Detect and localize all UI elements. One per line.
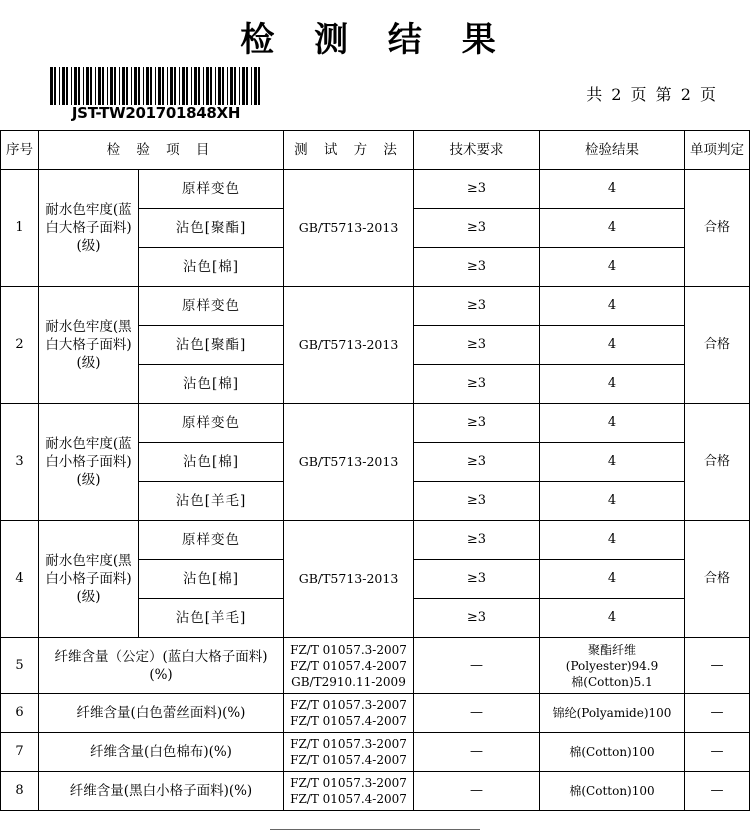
judgment: 合格 (685, 521, 750, 638)
method-line: FZ/T 01057.4-2007 (290, 658, 407, 673)
sub-item: 沾色[羊毛] (139, 482, 284, 521)
header-result: 检验结果 (540, 131, 685, 170)
requirement: — (414, 772, 540, 811)
sub-item: 原样变色 (139, 521, 284, 560)
sub-item: 原样变色 (139, 170, 284, 209)
result (540, 772, 685, 811)
requirement: ≥3 (414, 209, 540, 248)
test-item: 纤维含量(白色蕾丝面料)(%) (39, 694, 284, 733)
result: 4 (540, 521, 685, 560)
requirement: ≥3 (414, 365, 540, 404)
result: 4 (540, 209, 685, 248)
test-method: GB/T5713-2013 (284, 170, 414, 287)
table-row (1, 521, 750, 560)
row-number: 1 (1, 170, 39, 287)
requirement: ≥3 (414, 482, 540, 521)
requirement: ≥3 (414, 599, 540, 638)
result-line: 锦纶(Polyamide)100 (552, 706, 672, 720)
result-line: 棉(Cotton)5.1 (571, 674, 653, 689)
judgment: — (685, 694, 750, 733)
sub-item: 沾色[棉] (139, 443, 284, 482)
page-number: 共 2 页 第 2 页 (586, 85, 718, 104)
row-number: 8 (1, 772, 39, 811)
test-method: GB/T5713-2013 (284, 521, 414, 638)
method-line: FZ/T 01057.3-2007 (290, 698, 407, 712)
test-item: 纤维含量(黑白小格子面料)(%) (39, 772, 284, 811)
judgment: — (685, 772, 750, 811)
requirement: ≥3 (414, 287, 540, 326)
row-number: 3 (1, 404, 39, 521)
header-no: 序号 (1, 131, 39, 170)
row-number: 4 (1, 521, 39, 638)
result (540, 733, 685, 772)
judgment: — (685, 733, 750, 772)
table-header (1, 131, 750, 170)
test-item: 纤维含量(白色棉布)(%) (39, 733, 284, 772)
test-method (284, 694, 414, 733)
result (540, 694, 685, 733)
result: 4 (540, 326, 685, 365)
method-line: GB/T2910.11-2009 (291, 674, 406, 689)
method-line: FZ/T 01057.4-2007 (290, 753, 407, 767)
header-method: 测 试 方 法 (284, 131, 414, 170)
requirement: ≥3 (414, 404, 540, 443)
test-item: 耐水色牢度(蓝白小格子面料)(级) (39, 404, 139, 521)
sub-item: 沾色[聚酯] (139, 326, 284, 365)
result: 4 (540, 170, 685, 209)
sub-item: 沾色[棉] (139, 248, 284, 287)
footer-divider (270, 829, 480, 830)
table-row (1, 694, 750, 733)
requirement: — (414, 733, 540, 772)
judgment: 合格 (685, 170, 750, 287)
method-line: FZ/T 01057.3-2007 (290, 737, 407, 751)
requirement: — (414, 638, 540, 694)
sub-item: 沾色[棉] (139, 365, 284, 404)
row-number: 2 (1, 287, 39, 404)
table-row (1, 170, 750, 209)
test-item: 耐水色牢度(黑白大格子面料)(级) (39, 287, 139, 404)
result: 4 (540, 599, 685, 638)
result: 4 (540, 404, 685, 443)
test-method: GB/T5713-2013 (284, 404, 414, 521)
table-row (1, 404, 750, 443)
sub-item: 沾色[棉] (139, 560, 284, 599)
header-item: 检 验 项 目 (39, 131, 284, 170)
method-line: FZ/T 01057.3-2007 (290, 642, 407, 657)
requirement: ≥3 (414, 560, 540, 599)
test-method (284, 772, 414, 811)
page-title: 检 测 结 果 (240, 20, 510, 60)
result: 4 (540, 482, 685, 521)
barcode-icon (50, 67, 262, 105)
sub-item: 沾色[羊毛] (139, 599, 284, 638)
results-table (0, 130, 750, 811)
test-method (284, 638, 414, 694)
result: 4 (540, 248, 685, 287)
header-judgment: 单项判定 (685, 131, 750, 170)
test-item: 纤维含量（公定）(蓝白大格子面料)(%) (39, 638, 284, 694)
requirement: — (414, 694, 540, 733)
test-method: GB/T5713-2013 (284, 287, 414, 404)
result-line: 棉(Cotton)100 (569, 745, 655, 759)
result: 4 (540, 287, 685, 326)
requirement: ≥3 (414, 521, 540, 560)
result-line: 聚酯纤维 (587, 642, 636, 657)
result-line: (Polyester)94.9 (565, 658, 659, 673)
judgment: 合格 (685, 404, 750, 521)
requirement: ≥3 (414, 170, 540, 209)
method-line: FZ/T 01057.4-2007 (290, 792, 407, 806)
sub-item: 沾色[聚酯] (139, 209, 284, 248)
result-line: 棉(Cotton)100 (569, 784, 655, 798)
sub-item: 原样变色 (139, 404, 284, 443)
judgment: 合格 (685, 287, 750, 404)
judgment: — (685, 638, 750, 694)
requirement: ≥3 (414, 248, 540, 287)
barcode-number: JST-TW201701848XH (71, 104, 241, 122)
result: 4 (540, 443, 685, 482)
table-row (1, 287, 750, 326)
test-item: 耐水色牢度(蓝白大格子面料)(级) (39, 170, 139, 287)
header-requirement: 技术要求 (414, 131, 540, 170)
method-line: FZ/T 01057.4-2007 (290, 714, 407, 728)
test-method (284, 733, 414, 772)
row-number: 6 (1, 694, 39, 733)
test-item: 耐水色牢度(黑白小格子面料)(级) (39, 521, 139, 638)
row-number: 7 (1, 733, 39, 772)
method-line: FZ/T 01057.3-2007 (290, 776, 407, 790)
row-number: 5 (1, 638, 39, 694)
result: 4 (540, 560, 685, 599)
result: 4 (540, 365, 685, 404)
requirement: ≥3 (414, 326, 540, 365)
requirement: ≥3 (414, 443, 540, 482)
table-row (1, 772, 750, 811)
result (540, 638, 685, 694)
table-row (1, 638, 750, 694)
table-row (1, 733, 750, 772)
sub-item: 原样变色 (139, 287, 284, 326)
